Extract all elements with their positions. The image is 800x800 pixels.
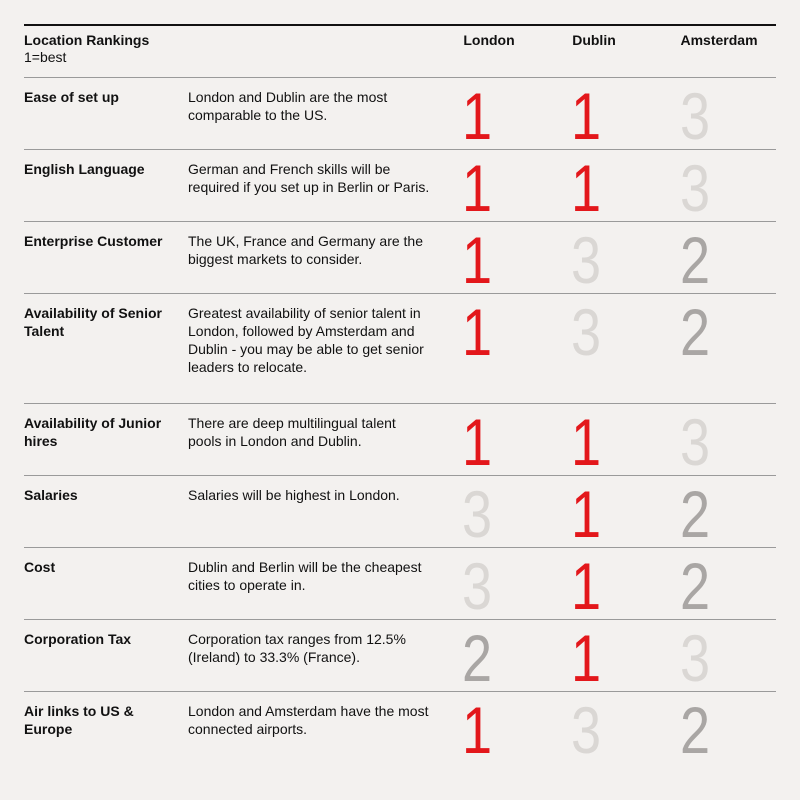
- row-label: Salaries: [24, 487, 78, 503]
- row-description: Salaries will be highest in London.: [188, 487, 400, 503]
- rank-london: 1: [461, 79, 493, 153]
- row-label: Cost: [24, 559, 56, 575]
- row-label: Enterprise Customer: [24, 233, 163, 249]
- rank-amsterdam: 2: [679, 223, 711, 297]
- row-label: Availability of Junior hires: [24, 415, 162, 449]
- rank-london: 1: [461, 405, 493, 479]
- rank-dublin: 1: [570, 621, 602, 695]
- row-description: Dublin and Berlin will be the cheapest cities to operate in.: [188, 559, 422, 593]
- top-rule: [24, 24, 776, 26]
- rank-dublin: 3: [570, 223, 602, 297]
- column-header-london: London: [463, 32, 515, 48]
- row-label: Corporation Tax: [24, 631, 132, 647]
- row-label: Ease of set up: [24, 89, 119, 105]
- rank-london: 1: [461, 693, 493, 767]
- rank-london: 2: [461, 621, 493, 695]
- rank-london: 3: [461, 549, 493, 623]
- rank-dublin: 3: [570, 693, 602, 767]
- rank-dublin: 1: [570, 79, 602, 153]
- rank-amsterdam: 3: [679, 151, 711, 225]
- rank-dublin: 1: [570, 151, 602, 225]
- rank-amsterdam: 2: [679, 549, 711, 623]
- rank-london: 1: [461, 295, 493, 369]
- rank-amsterdam: 3: [679, 79, 711, 153]
- rank-amsterdam: 2: [679, 477, 711, 551]
- column-header-amsterdam: Amsterdam: [680, 32, 758, 48]
- row-label: Availability of Senior Talent: [24, 305, 162, 339]
- rank-dublin: 3: [570, 295, 602, 369]
- table-row: [24, 619, 776, 695]
- column-header-dublin: Dublin: [572, 32, 616, 48]
- table-row: [24, 475, 776, 551]
- rank-london: 1: [461, 223, 493, 297]
- rank-dublin: 1: [570, 549, 602, 623]
- row-description: Greatest availability of senior talent in London, followed by Amsterdam and Dublin - you may be able to get senior leaders to relocate.: [188, 305, 424, 375]
- row-description: Corporation tax ranges from 12.5% (Ireland) to 33.3% (France).: [188, 631, 406, 665]
- row-description: There are deep multilingual talent pools in London and Dublin.: [188, 415, 396, 449]
- rank-london: 1: [461, 151, 493, 225]
- table-title: Location Rankings: [24, 32, 150, 48]
- table-row: [24, 149, 776, 225]
- table-row: [24, 691, 776, 767]
- table-row: [24, 403, 776, 479]
- row-description: London and Dublin are the most comparable to the US.: [188, 89, 388, 123]
- table-header: [24, 32, 776, 72]
- table-subtitle: 1=best: [24, 49, 67, 65]
- rank-amsterdam: 3: [679, 621, 711, 695]
- rank-dublin: 1: [570, 405, 602, 479]
- rank-amsterdam: 3: [679, 405, 711, 479]
- rank-dublin: 1: [570, 477, 602, 551]
- table-row: [24, 547, 776, 623]
- row-label: Air links to US & Europe: [24, 703, 134, 737]
- table-row: [24, 77, 776, 153]
- row-description: London and Amsterdam have the most connected airports.: [188, 703, 429, 737]
- table-row: [24, 221, 776, 297]
- table-row: [24, 293, 776, 402]
- rank-london: 3: [461, 477, 493, 551]
- rank-amsterdam: 2: [679, 295, 711, 369]
- rank-amsterdam: 2: [679, 693, 711, 767]
- row-description: The UK, France and Germany are the biggest markets to consider.: [188, 233, 423, 267]
- row-label: English Language: [24, 161, 145, 177]
- row-description: German and French skills will be required if you set up in Berlin or Paris.: [188, 161, 430, 195]
